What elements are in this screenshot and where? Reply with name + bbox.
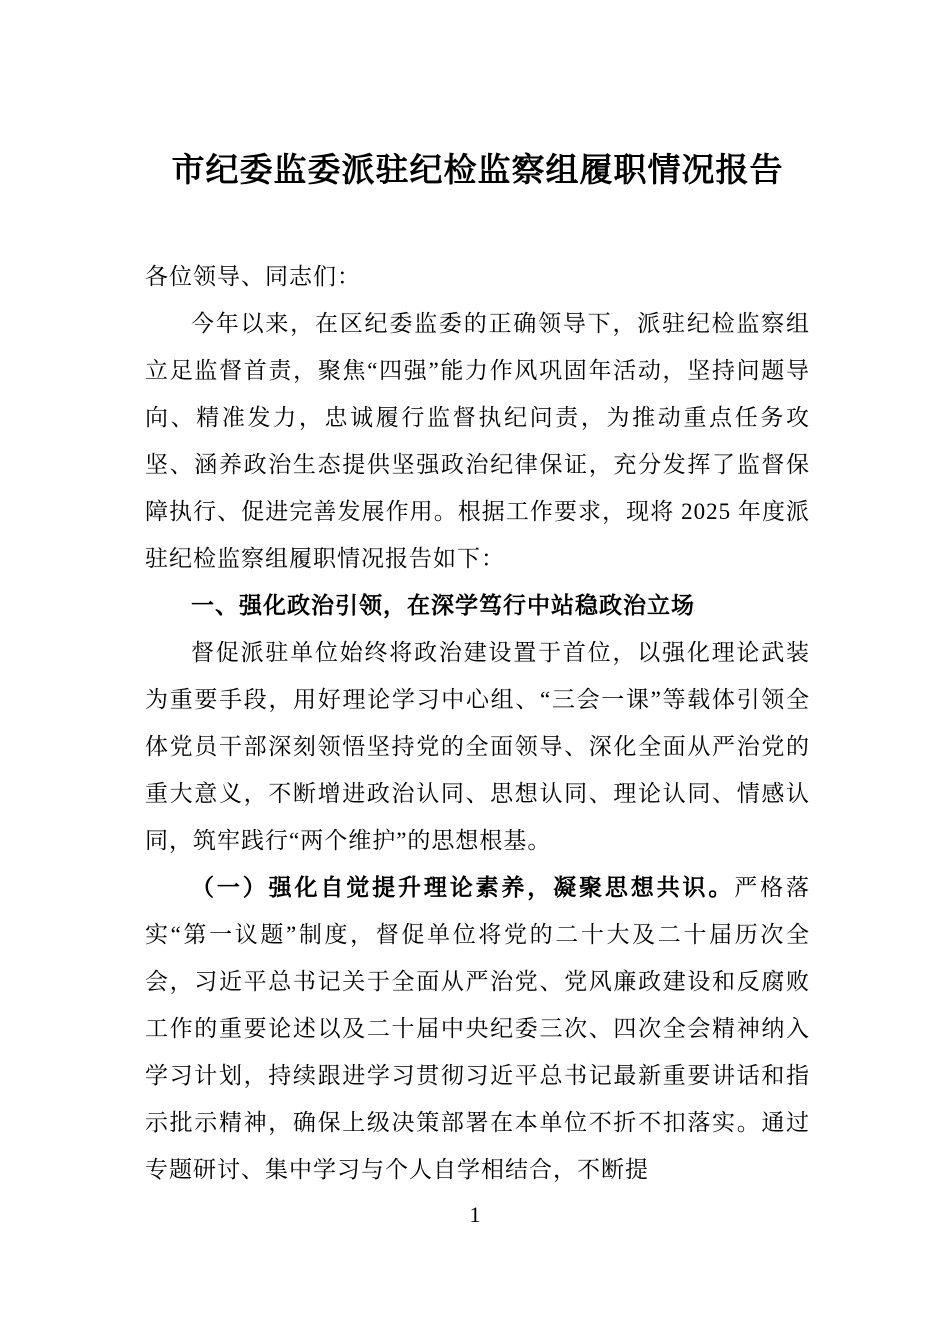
paragraph: （一）强化自觉提升理论素养，凝聚思想共识。严格落实“第一议题”制度，督促单位将党的二十大及二十届历次全会，习近平总书记关于全面从严治党、党风廉政建设和反腐败工作的重要论述以及二十届中央纪委三次、四次全会精神纳入学习计划，持续跟进学习贯彻习近平总书记最新重要讲话和指示批示精神，确保上级决策部署在本单位不折不扣落实。通过专题研讨、集中学习与个人自学相结合，不断提 <box>145 874 811 1182</box>
page-number: 1 <box>469 1202 481 1227</box>
document-title: 市纪委监委派驻纪检监察组履职情况报告 <box>171 153 784 189</box>
paragraph: 督促派驻单位始终将政治建设置于首位，以强化理论武装为重要手段，用好理论学习中心组、“三会一课”等载体引领全体党员干部深刻领悟坚持党的全面领导、深化全面从严治党的重大意义，不断增进政治认同、思想认同、理论认同、情感认同，筑牢践行“两个维护”的思想根基。 <box>145 639 810 853</box>
document-body <box>145 253 810 1193</box>
paragraph: 今年以来，在区纪委监委的正确领导下，派驻纪检监察组立足监督首责，聚焦“四强”能力作风巩固年活动，坚持问题导向、精准发力，忠诚履行监督执纪问责，为推动重点任务攻坚、涵养政治生态提供坚强政治纪律保证，充分发挥了监督保障执行、促进完善发展作用。根据工作要求，现将 2025 年度派驻纪检监察组履职情况报告如下： <box>145 310 810 571</box>
paragraph-lead-bold: （一）强化自觉提升理论素养，凝聚思想共识。 <box>191 874 735 900</box>
section-heading: 一、强化政治引领，在深学笃行中站稳政治立场 <box>191 592 695 618</box>
paragraph: 各位领导、同志们： <box>145 263 361 289</box>
